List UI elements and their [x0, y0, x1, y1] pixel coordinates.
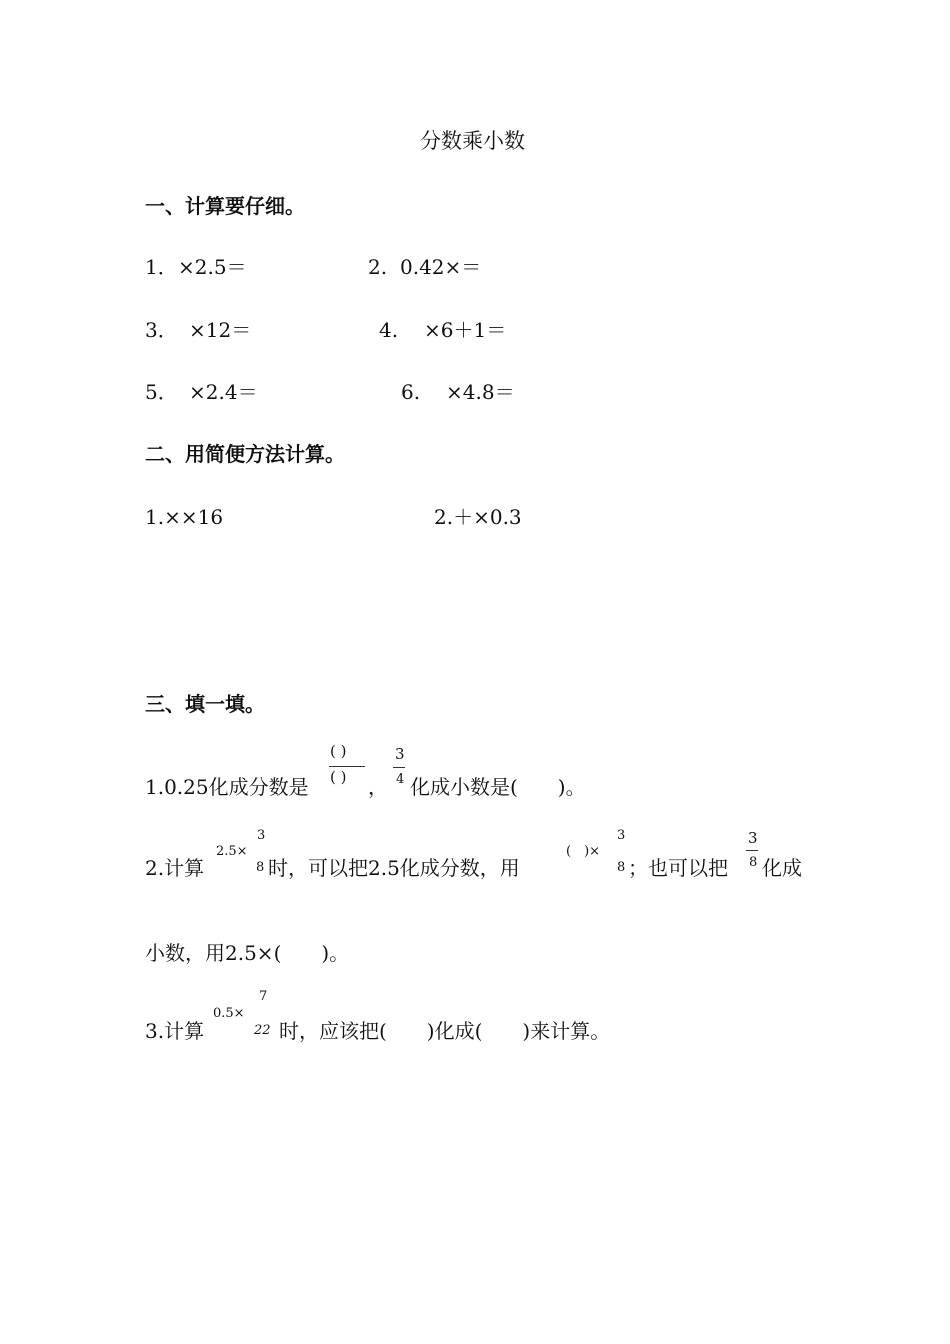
- s3-q2-line2: 小数，用2.5×( )。: [145, 941, 350, 965]
- s3-q2-expr-b-sup: 3: [617, 828, 626, 843]
- s3-q2-mid2: ；也可以把: [628, 856, 728, 880]
- s3-q3-prefix: 3.计算: [145, 1019, 205, 1043]
- s3-q3-expr: 0.5×: [213, 1006, 245, 1021]
- s3-q2-expr-b-den: 8: [617, 860, 626, 875]
- s1-item4-num: 4.: [379, 318, 399, 342]
- s3-q2-frac-bar: [746, 850, 758, 851]
- s3-q2-frac-num: 3: [748, 829, 758, 847]
- s3-q2-suffix: 化成: [762, 856, 802, 880]
- s1-item1-expr: ×2.5＝: [178, 255, 247, 279]
- s3-q2-prefix: 2.计算: [145, 856, 205, 880]
- s3-q2-frac-den: 8: [749, 855, 758, 870]
- section3-heading: 三、填一填。: [145, 692, 265, 716]
- s1-item1-num: 1．: [145, 255, 178, 279]
- s1-item2-num: 2.: [368, 255, 388, 279]
- s2-item2: 2.＋×0.3: [434, 505, 522, 529]
- s1-item4-expr: ×6＋1＝: [424, 318, 507, 342]
- s1-item6-expr: ×4.8＝: [446, 380, 515, 404]
- s3-q3-suffix: 时，应该把( )化成( )来计算。: [279, 1019, 611, 1043]
- s1-item3-expr: ×12＝: [189, 318, 252, 342]
- s3-q2-expr-a-sup: 3: [257, 828, 266, 843]
- s3-q1-comma: ，: [368, 775, 388, 799]
- s3-q1-frac2-den: 4: [396, 772, 405, 787]
- s3-q1-frac-num: ( ): [330, 742, 347, 760]
- s3-q1-prefix: 1.0.25化成分数是: [145, 775, 309, 799]
- s3-q2-expr-a-den: 8: [256, 860, 265, 875]
- s3-q2-mid1: 时，可以把2.5化成分数，用: [268, 856, 520, 880]
- s3-q1-frac2-num: 3: [395, 745, 405, 763]
- s3-q2-expr-b: ( )×: [566, 844, 601, 859]
- s1-item5-num: 5．: [145, 380, 178, 404]
- section2-heading: 二、用简便方法计算。: [145, 442, 345, 466]
- s3-q1-frac-bar: [329, 766, 365, 767]
- s2-item1: 1.××16: [145, 505, 224, 529]
- s1-item5-expr: ×2.4＝: [189, 380, 258, 404]
- s1-item6-num: 6.: [401, 380, 421, 404]
- s3-q3-expr-sup: 7: [259, 989, 268, 1004]
- s1-item3-num: 3．: [145, 318, 178, 342]
- s3-q1-frac2-bar: [393, 767, 405, 768]
- section1-heading: 一、计算要仔细。: [145, 194, 305, 218]
- page-title: 分数乘小数: [420, 129, 525, 153]
- s3-q1-frac-den: ( ): [330, 768, 347, 786]
- s3-q2-expr-a: 2.5×: [216, 844, 248, 859]
- s3-q3-expr-den: 22: [254, 1023, 271, 1038]
- s1-item2-expr: 0.42×＝: [400, 255, 482, 279]
- s3-q1-suffix: 化成小数是( )。: [410, 775, 586, 799]
